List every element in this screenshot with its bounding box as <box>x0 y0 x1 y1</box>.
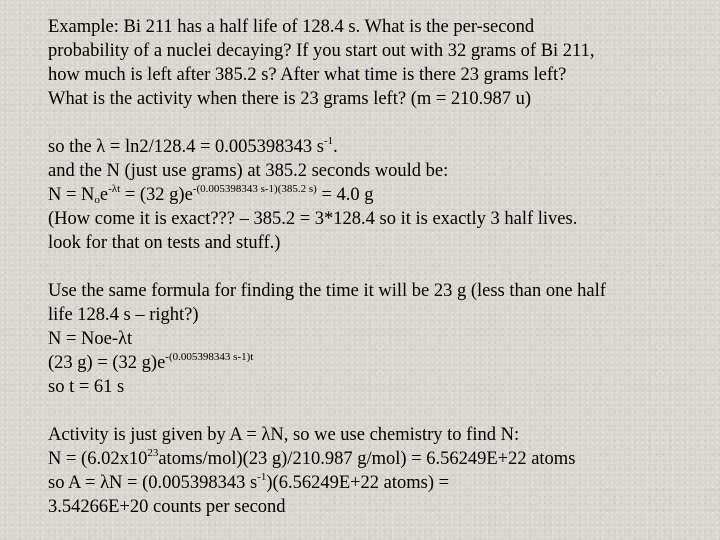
exact-note-line: (How come it is exact??? – 385.2 = 3*128.4 so it is exactly 3 half lives. <box>48 209 578 229</box>
problem-statement <box>48 15 708 111</box>
time-result-line: so t = 61 s <box>48 377 125 397</box>
spacer <box>48 399 708 423</box>
time-intro-line-2: life 128.4 s – right?) <box>48 305 199 325</box>
time-formula-line: N = Noe-λt <box>48 329 133 349</box>
decay-constant-solution <box>48 135 708 255</box>
activity-intro-line: Activity is just given by A = λN, so we use chemistry to find N: <box>48 425 520 445</box>
problem-line-2: probability of a nuclei decaying? If you start out with 32 grams of Bi 211, <box>48 41 595 61</box>
problem-line-3: how much is left after 385.2 s? After what time is there 23 grams left? <box>48 65 567 85</box>
atoms-line: $N = (6.02x10^{23}atoms/mol)(23$ g)/210.987 g/mol) = 6.56249E+22 atoms <box>48 447 576 469</box>
lambda-line: so the λ = ln2/128.4 = 0.005398343 $s^{-1}$. <box>48 135 338 157</box>
time-intro-line: Use the same formula for finding the time it will be 23 g (less than one half <box>48 281 606 301</box>
activity-solution <box>48 423 708 519</box>
activity-equation-line: so A = λN = (0.005398343 $s^{-1})(6.56249E+22$ atoms) = <box>48 471 450 493</box>
time-equation-line: (23 g) = (32 $g)e^{-(0.005398343 s-1)t}$ <box>48 351 254 373</box>
n-intro-line: and the N (just use grams) at 385.2 seconds would be: <box>48 161 449 181</box>
problem-line-4: What is the activity when there is 23 grams left? (m = 210.987 u) <box>48 89 532 109</box>
spacer <box>48 255 708 279</box>
problem-line-1: Example: Bi 211 has a half life of 128.4 s. What is the per-second <box>48 17 535 37</box>
tests-note-line: look for that on tests and stuff.) <box>48 233 281 253</box>
n-formula-line: $N = N_oe^{-\lambda t} = (32$ $g)e^{-(0.005398343 s-1)(385.2 s)} = 4.0$ g <box>48 183 374 206</box>
spacer <box>48 111 708 135</box>
slide-content <box>48 15 708 519</box>
time-solution <box>48 279 708 399</box>
activity-result-line: 3.54266E+20 counts per second <box>48 497 286 517</box>
